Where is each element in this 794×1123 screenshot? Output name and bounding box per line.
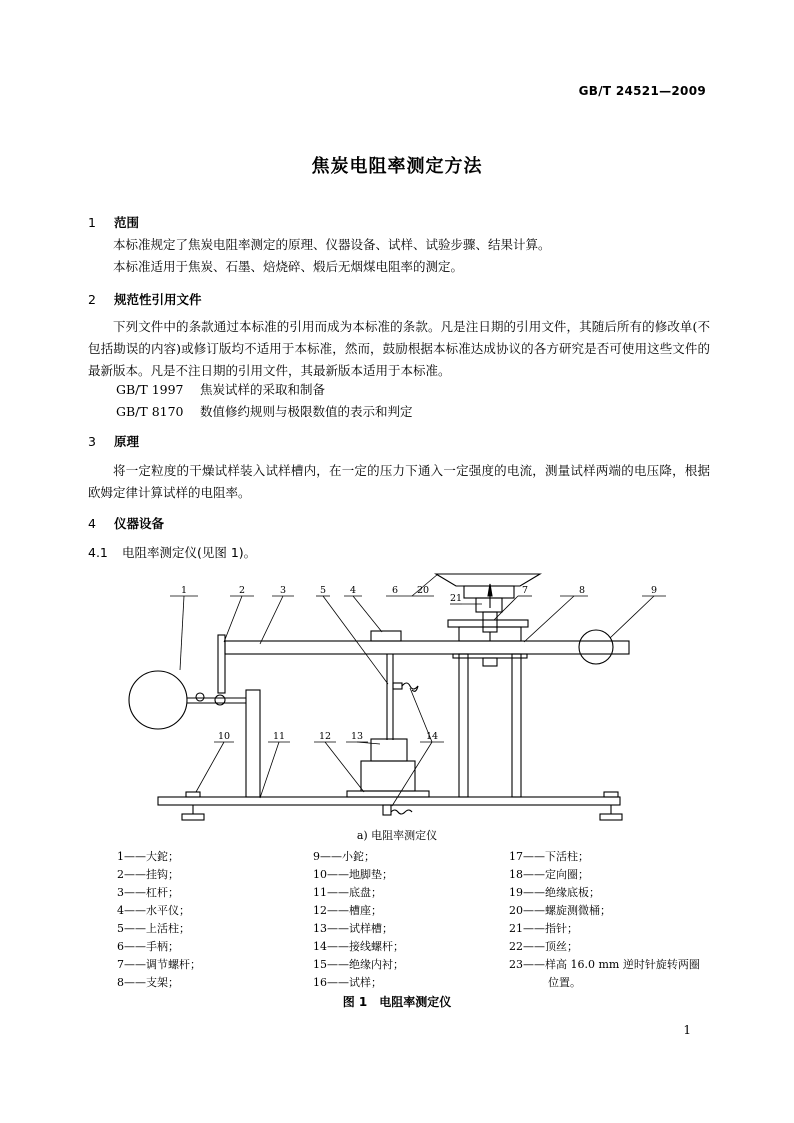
section-3-heading — [88, 432, 139, 450]
figure-subcaption: a) 电阻率测定仪 — [356, 829, 438, 842]
spirit-level — [371, 631, 401, 641]
legend-item: 23——样高 16.0 mm 逆时针旋转两圈 — [509, 958, 700, 971]
lever-arm — [225, 641, 629, 654]
sample-cell — [371, 739, 407, 761]
section-1-paragraph-1: 本标准规定了焦炭电阻率测定的原理、仪器设备、试样、试验步骤、结果计算。 — [113, 237, 551, 252]
legend-item: 15——绝缘内衬； — [313, 958, 404, 971]
bottom-terminal — [383, 805, 412, 815]
callout-12: 12 — [318, 731, 332, 742]
normative-reference — [116, 402, 413, 420]
hook — [196, 635, 225, 705]
callout-4: 4 — [349, 585, 357, 596]
callout-10: 10 — [217, 731, 231, 742]
legend-item: 11——底盘； — [313, 886, 382, 899]
callout-6: 6 — [391, 585, 399, 596]
standard-number: GB/T 24521—2009 — [578, 84, 706, 98]
large-weight — [129, 671, 246, 729]
legend-item: 6——手柄； — [117, 940, 179, 953]
callout-3: 3 — [279, 585, 287, 596]
legend-item: 17——下活柱； — [509, 850, 589, 863]
section-number: 4 — [88, 516, 96, 531]
section-title: 范围 — [114, 215, 140, 230]
callout-21: 21 — [449, 593, 463, 604]
callout-1: 1 — [180, 585, 188, 596]
lever-support — [246, 690, 260, 797]
callout-5: 5 — [319, 585, 327, 596]
figure-caption: 图 1 电阻率测定仪 — [342, 995, 452, 1009]
legend-item: 19——绝缘底板； — [509, 886, 600, 899]
page-number: 1 — [683, 1023, 691, 1037]
reference-code: GB/T 1997 — [116, 382, 184, 397]
legend-column-1 — [117, 848, 201, 992]
clause-number: 4.1 — [88, 545, 108, 560]
callout-labels — [181, 585, 657, 742]
legend-item: 2——挂钩； — [117, 868, 179, 881]
upper-platform — [448, 620, 528, 658]
section-number: 3 — [88, 434, 96, 449]
callout-14: 14 — [425, 731, 439, 742]
callout-20: 20 — [416, 585, 430, 596]
section-number: 1 — [88, 215, 96, 230]
callout-7: 7 — [521, 585, 529, 596]
section-1-heading — [88, 213, 139, 231]
section-1-paragraph-2: 本标准适用于焦炭、石墨、焙烧碎、煅后无烟煤电阻率的测定。 — [113, 259, 464, 274]
resistivity-meter-diagram — [120, 562, 658, 824]
callout-8: 8 — [578, 585, 586, 596]
callout-9: 9 — [650, 585, 658, 596]
foot-pad-right — [600, 792, 622, 820]
upper-column — [387, 654, 393, 740]
legend-item: 1——大鉈； — [117, 850, 179, 863]
clause-text: 电阻率测定仪(见图 1)。 — [122, 545, 257, 560]
legend-item: 14——接线螺杆； — [313, 940, 404, 953]
frame-columns — [459, 654, 521, 797]
legend-item: 5——上活柱； — [117, 922, 190, 935]
terminal-screw — [393, 683, 418, 691]
section-4-heading — [88, 514, 164, 532]
reference-title: 焦炭试样的采取和制备 — [200, 382, 326, 397]
document-title: 焦炭电阻率测定方法 — [311, 156, 483, 177]
legend-item: 20——螺旋测微桶； — [509, 904, 611, 917]
callout-11: 11 — [272, 731, 286, 742]
legend-column-2 — [313, 848, 404, 992]
legend-item: 4——水平仪； — [117, 904, 190, 917]
section-3-paragraph-1: 将一定粒度的干燥试样装入试样槽内，在一定的压力下通入一定强度的电流，测量试样两端的电压降，根据欧姆定律计算试样的电阻率。 — [88, 463, 710, 500]
pointer — [488, 584, 492, 608]
legend-item: 13——试样槽； — [313, 922, 393, 935]
section-title: 原理 — [114, 434, 140, 449]
section-2-paragraph-1: 下列文件中的条款通过本标准的引用而成为本标准的条款。凡是注日期的引用文件，其随后所有的修改单(不包括勘误的内容)或修订版均不适用于本标准，然而，鼓励根据本标准达成协议的各方研究是否可使用这些文件的最新版本。凡是不注日期的引用文件，其最新版本适用于本标准。 — [88, 319, 710, 378]
callout-13: 13 — [350, 731, 364, 742]
small-weight — [579, 630, 613, 664]
legend-item: 22——顶丝； — [509, 940, 578, 953]
section-2-heading — [88, 290, 202, 308]
section-title: 仪器设备 — [114, 516, 165, 531]
legend-item: 16——试样； — [313, 976, 382, 989]
normative-reference — [116, 380, 325, 398]
legend-item-continuation: 位置。 — [548, 976, 581, 989]
legend-item: 3——杠杆； — [117, 886, 179, 899]
legend-item: 18——定向圈； — [509, 868, 589, 881]
reference-title: 数值修约规则与极限数值的表示和判定 — [200, 404, 413, 419]
reference-code: GB/T 8170 — [116, 404, 184, 419]
foot-pad-left — [182, 792, 204, 820]
legend-item: 8——支架； — [117, 976, 179, 989]
legend-item: 9——小鉈； — [313, 850, 375, 863]
legend-item: 21——指针； — [509, 922, 578, 935]
callout-2: 2 — [238, 585, 246, 596]
legend-item: 10——地脚垫； — [313, 868, 393, 881]
leader-lines — [170, 574, 666, 806]
legend-item: 12——槽座； — [313, 904, 382, 917]
legend-column-3 — [509, 848, 700, 992]
section-number: 2 — [88, 292, 96, 307]
legend-item: 7——调节螺杆； — [117, 958, 201, 971]
section-title: 规范性引用文件 — [114, 292, 202, 307]
base-plate — [158, 797, 620, 805]
clause-4-1 — [88, 543, 256, 561]
